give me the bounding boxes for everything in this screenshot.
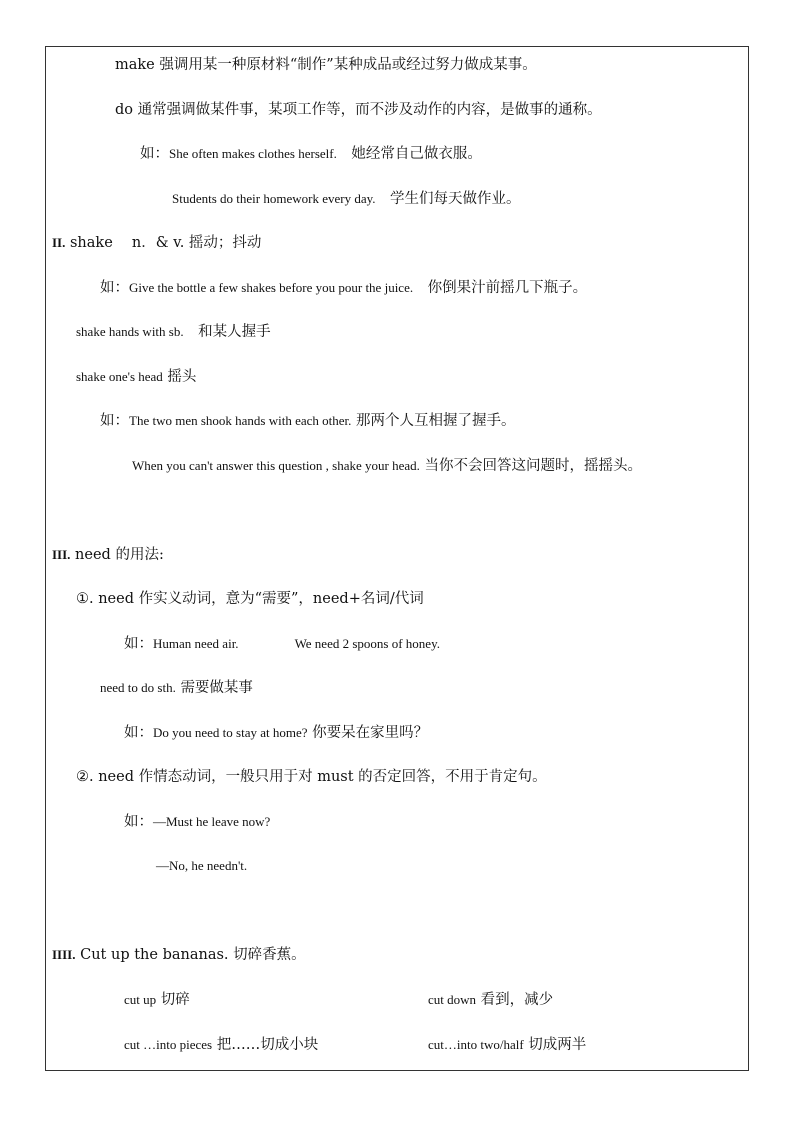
example-prefix: 如： — [124, 814, 153, 830]
phrase-english: cut…into two/half — [428, 1037, 524, 1052]
section-title: shake n．& v. 摇动；抖动 — [69, 235, 262, 251]
example-english: Give the bottle a few shakes before you pour the juice. — [129, 280, 414, 295]
need-usage-1: ①. need 作实义动词，意为“需要”，need+名词/代词 — [76, 591, 424, 607]
example-english-a: Human need air. — [153, 636, 239, 651]
cut-up-phrase — [124, 991, 190, 1009]
example-chinese: 她经常自己做衣服。 — [351, 146, 482, 162]
make-definition: make 强调用某一种原材料“制作”某种成品或经过努力做成某事。 — [115, 57, 537, 73]
phrase-chinese: 摇头 — [167, 369, 197, 385]
example-prefix: 如： — [100, 280, 129, 296]
shake-example-2 — [100, 412, 516, 430]
do-example-2 — [172, 190, 521, 208]
example-prefix: 如： — [140, 146, 169, 162]
phrase-english: cut down — [428, 992, 477, 1007]
shake-head-phrase — [76, 368, 196, 386]
phrase-english: need to do sth. — [100, 680, 176, 695]
need-usage-2-answer: —No, he needn't. — [156, 858, 248, 873]
example-chinese: 当你不会回答这问题时，摇摇头。 — [424, 458, 643, 474]
need-usage-2-question — [124, 813, 270, 831]
phrase-english: cut up — [124, 992, 157, 1007]
example-chinese: 你要呆在家里吗？ — [312, 725, 429, 741]
example-english: Do you need to stay at home? — [153, 725, 308, 740]
section-number: II. — [52, 235, 66, 250]
example-english: The two men shook hands with each other. — [129, 413, 352, 428]
section-3-heading — [52, 546, 164, 564]
phrase-chinese: 切成两半 — [528, 1037, 587, 1053]
need-usage-2: ②. need 作情态动词，一般只用于对 must 的否定回答，不用于肯定句。 — [76, 769, 547, 785]
example-prefix: 如： — [124, 725, 153, 741]
need-to-example — [124, 724, 428, 742]
shake-example-3 — [132, 457, 642, 475]
do-definition: do 通常强调做某件事，某项工作等，而不涉及动作的内容，是做事的通称。 — [115, 102, 602, 118]
example-chinese: 学生们每天做作业。 — [390, 191, 521, 207]
example-english: She often makes clothes herself. — [169, 146, 337, 161]
need-to-phrase — [100, 679, 253, 697]
phrase-chinese: 把……切成小块 — [216, 1037, 319, 1053]
do-example-1 — [140, 145, 482, 163]
phrase-chinese: 需要做某事 — [180, 680, 253, 696]
section-4-heading — [52, 946, 306, 964]
phrase-chinese: 和某人握手 — [198, 324, 271, 340]
phrase-chinese: 看到，减少 — [480, 992, 554, 1008]
cut-down-phrase — [428, 991, 553, 1009]
example-chinese: 你倒果汁前摇几下瓶子。 — [427, 280, 588, 296]
example-english-b: We need 2 spoons of honey. — [294, 636, 440, 651]
example-prefix: 如： — [124, 636, 153, 652]
example-english: When you can't answer this question , shake your head. — [132, 458, 420, 473]
section-number: III. — [52, 547, 71, 562]
shake-hands-phrase — [76, 323, 271, 341]
phrase-english: shake one's head — [76, 369, 163, 384]
cut-into-pieces-phrase — [124, 1036, 318, 1054]
section-title: Cut up the bananas. 切碎香蕉。 — [80, 947, 306, 963]
phrase-english: shake hands with sb. — [76, 324, 184, 339]
cut-into-two-phrase — [428, 1036, 586, 1054]
need-usage-1-example — [124, 635, 440, 653]
example-prefix: 如： — [100, 413, 129, 429]
phrase-chinese: 切碎 — [160, 992, 190, 1008]
shake-example-1 — [100, 279, 587, 297]
example-question: —Must he leave now? — [153, 814, 271, 829]
example-chinese: 那两个人互相握了握手。 — [356, 413, 516, 429]
section-number: IIII. — [52, 947, 76, 962]
section-title: need 的用法: — [75, 547, 164, 563]
example-english: Students do their homework every day. — [172, 191, 376, 206]
phrase-english: cut …into pieces — [124, 1037, 213, 1052]
section-2-heading — [52, 234, 261, 252]
